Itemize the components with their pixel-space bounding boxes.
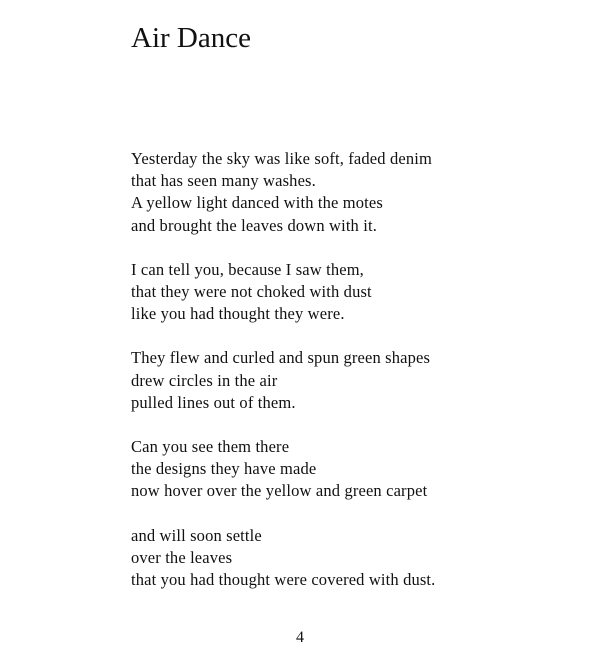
poem-line: and will soon settle: [131, 525, 262, 545]
poem-line: Can you see them there: [131, 437, 290, 457]
stanza: [131, 525, 571, 592]
stanza: [131, 347, 571, 414]
stanza: [131, 259, 571, 326]
poem-line: drew circles in the air: [131, 370, 278, 390]
poem-line: over the leaves: [131, 547, 233, 567]
poem-line: like you had thought they were.: [131, 304, 345, 324]
stanza: [131, 148, 571, 237]
poem-line: I can tell you, because I saw them,: [131, 259, 364, 279]
poem-body: [131, 148, 571, 613]
poem-line: that you had thought were covered with dust.: [131, 570, 436, 590]
poem-line: A yellow light danced with the motes: [131, 193, 383, 213]
poem-line: that has seen many washes.: [131, 171, 316, 191]
poem-line: the designs they have made: [131, 459, 317, 479]
poem-line: They flew and curled and spun green shapes: [131, 348, 431, 368]
page-number: 4: [296, 629, 304, 646]
poem-line: now hover over the yellow and green carpet: [131, 481, 428, 501]
poem-line: and brought the leaves down with it.: [131, 215, 377, 235]
poem-title: Air Dance: [131, 22, 251, 54]
poem-line: pulled lines out of them.: [131, 392, 296, 412]
poem-line: Yesterday the sky was like soft, faded denim: [131, 149, 432, 168]
poem-line: that they were not choked with dust: [131, 282, 372, 302]
stanza: [131, 436, 571, 503]
